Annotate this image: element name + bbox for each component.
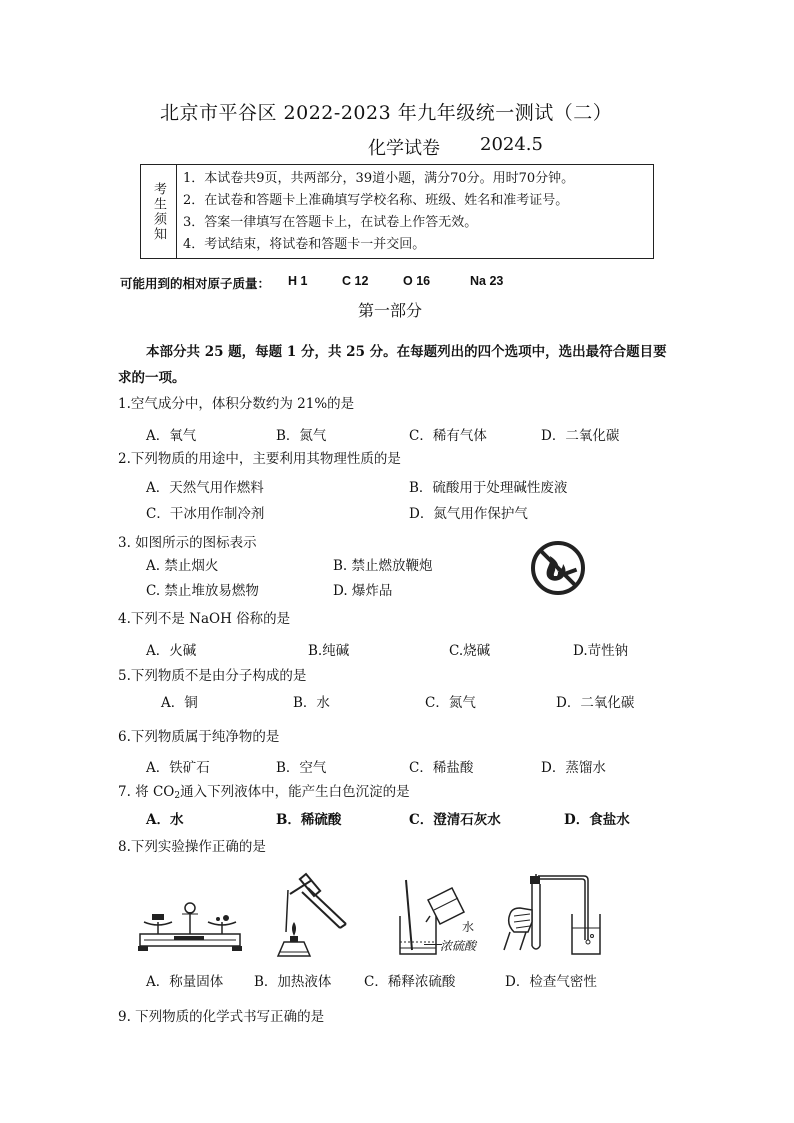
question-stem: 2.下列物质的用途中，主要利用其物理性质的是 (118, 451, 401, 467)
option-b: B．空气 (276, 760, 327, 776)
option-d: D．检查气密性 (505, 974, 597, 990)
heating-liquid-figure (268, 872, 352, 960)
notice-item: 4．考试结束，将试卷和答题卡一并交回。 (183, 237, 426, 252)
question-stem (118, 780, 410, 801)
section-title: 第一部分 (358, 301, 423, 320)
option-d: D．氮气用作保护气 (409, 506, 528, 522)
question-stem-subscript: 2 (174, 791, 181, 801)
option-d: D. 爆炸品 (333, 583, 393, 599)
section-instructions: 本部分共 25 题，每题 1 分，共 25 分。在每题列出的四个选项中，选出最符合题目要 (146, 344, 667, 360)
atomic-mass-na: Na 23 (470, 274, 504, 288)
option-b: B．稀硫酸 (276, 812, 342, 828)
option-d: D．食盐水 (564, 812, 630, 828)
figure-label-pointer (424, 944, 442, 945)
option-a: A．氧气 (146, 428, 197, 444)
figure-label-water: 水 (462, 920, 475, 934)
question-stem: 4.下列不是 NaOH 俗称的是 (118, 611, 291, 627)
option-c: C．氮气 (425, 695, 476, 711)
balance-scale-figure (134, 896, 246, 956)
question-stem: 8.下列实验操作正确的是 (118, 839, 266, 855)
exam-date: 2024.5 (480, 134, 543, 155)
option-b: B.纯碱 (308, 643, 350, 659)
option-b: B．氮气 (276, 428, 327, 444)
figure-label-conc-acid: 浓硫酸 (440, 939, 477, 953)
option-b: B．水 (293, 695, 330, 711)
section-instructions-cont: 求的一项。 (118, 370, 186, 386)
option-a: A．水 (146, 812, 184, 828)
exam-notice-box (140, 164, 654, 259)
option-d: D.苛性钠 (573, 643, 629, 659)
question-stem: 9. 下列物质的化学式书写正确的是 (118, 1009, 325, 1025)
option-c: C.烧碱 (449, 643, 491, 659)
notice-label: 考生须知 (151, 181, 166, 242)
notice-item: 1．本试卷共9页，共两部分，39道小题，满分70分。用时70分钟。 (183, 171, 575, 186)
atomic-mass-c: C 12 (342, 274, 369, 288)
option-d: D．蒸馏水 (541, 760, 606, 776)
airtightness-check-figure (502, 870, 602, 962)
option-c: C．稀释浓硫酸 (364, 974, 456, 990)
notice-label-cell (141, 165, 177, 258)
option-c: C．干冰用作制冷剂 (146, 506, 265, 522)
question-stem-pre: 7. 将 CO (118, 784, 175, 800)
notice-item: 2．在试卷和答题卡上准确填写学校名称、班级、姓名和准考证号。 (183, 193, 569, 208)
question-stem: 6.下列物质属于纯净物的是 (118, 729, 280, 745)
option-c: C．稀有气体 (409, 428, 487, 444)
option-a: A．铜 (161, 695, 198, 711)
page-title: 北京市平谷区 2022-2023 年九年级统一测试（二） (160, 102, 613, 124)
question-stem: 3. 如图所示的图标表示 (118, 535, 257, 551)
option-a: A．铁矿石 (146, 760, 210, 776)
option-d: D．二氧化碳 (541, 428, 620, 444)
option-a: A．天然气用作燃料 (146, 480, 264, 496)
option-c: C. 禁止堆放易燃物 (146, 583, 259, 599)
no-fire-sign-icon (530, 540, 586, 596)
option-c: C．稀盐酸 (409, 760, 474, 776)
notice-list (183, 168, 574, 256)
question-stem: 5.下列物质不是由分子构成的是 (118, 668, 307, 684)
question-stem: 1.空气成分中，体积分数约为 21%的是 (118, 396, 355, 412)
option-b: B．加热液体 (254, 974, 332, 990)
subject-title: 化学试卷 (368, 138, 440, 159)
notice-item: 3．答案一律填写在答题卡上，在试卷上作答无效。 (183, 215, 478, 230)
option-a: A. 禁止烟火 (146, 558, 219, 574)
option-a: A．称量固体 (146, 974, 224, 990)
atomic-mass-o: O 16 (403, 274, 431, 288)
option-c: C．澄清石灰水 (409, 812, 501, 828)
option-b: B．硫酸用于处理碱性废液 (409, 480, 568, 496)
option-a: A．火碱 (146, 643, 197, 659)
atomic-mass-label: 可能用到的相对原子质量： (120, 277, 271, 291)
atomic-mass-h: H 1 (288, 274, 308, 288)
question-stem-post: 通入下列液体中，能产生白色沉淀的是 (180, 784, 410, 800)
option-b: B. 禁止燃放鞭炮 (333, 558, 433, 574)
option-d: D．二氧化碳 (556, 695, 635, 711)
